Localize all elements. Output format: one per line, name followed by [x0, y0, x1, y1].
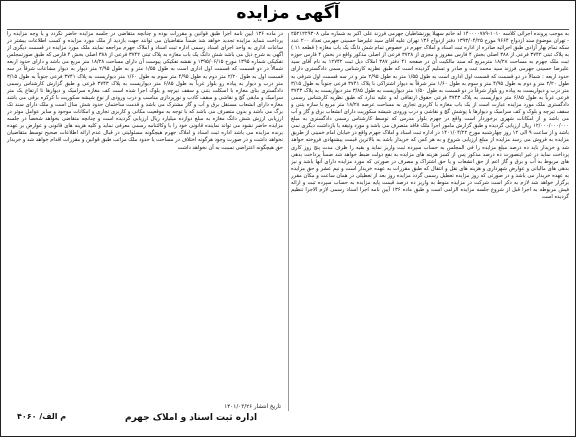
- notice-body-right-column: به موجب پرونده اجرائی کلاسه ۱۰۱۰-۱۴۰۰۰۰۷۸۹ له خانم سهیلا پورنشاطیان جهرمی فرزند علی اکبر به شماره ملی ۲۵۲۱۲۲۹۳۰۸ - تهران موضوع سند ازدواج ۹۶۶۴ مورخ ۱۳۹۳/۰۴/۲۵ دفتر ازدواج ۱۳۶ تهران علیه آقای سید علیرضا حسینی جهرمی تعداد ۲۰۰ عدد سکه تمام بهار آزادی طبق اجرائیه صادره از اداره ثبت اسناد و املاک جهرم در خصوص تمام شش دانگ یک باب مغازه ( قطعه ۱۱ ) به پلاک ثبتی ۳۷۴۲ فرعی از ۳۸۸ اصلی بخش ۴ فارس مفروز و مجزی از ۳۷۲۸ فرعی از اصلی مذکور واقع در بخش ۴ فارس حوزه ثبت ملک جهرم به مساحت ۱۸/۲۸ مترمربع که سند مالکیت آن در صفحه ۴۱ دفتر ۳۸۷ املاک ذیل ثبت ۱۲۷۴۲ به نام آقای سید علیرضا حسینی جهرمی فرزند سید محمد ثبت و صادر و تسلیم گردیده است که طبق نظریه کارشناس رسمی دادگستری دارای حدود اربعه : شمالاً در دو قسمت که قسمت اول اداری است به طول ۱/۵۵ متر به طول ۲/۹۵ متر و در سه قسمت اول شرقی به طول ۲/۲۰ متر و دوم به طول ۴/۹۵ متر و سوم به طول ۱/۶۰ متر شرقاً به دیوار اشتراکی با پلاک ۳۷۴۱ فرعی جنوباً به طول ۳/۱۵ متر درب و دیواریست به پیاده رو بلوار شرقاً در دو قسمت به طول ۱/۵۰ متر دیواریست به طول ۳/۸۵ متر دیواریست به پلاک ۳۷۴۳ فرعی غرباً به طول ۶/۸۵ متر دیواریست به پلاک ۳۷۴۳ فرعی حقوق ارتفاقی له و علیه ندارد که طبق نظریه کارشناس رسمی دادگستری ملک مورد مزایده عبارت است از یک باب مغازه با کاربری تجاری به مساحت عرصه ۱۸/۲۸ متر مربع با سازه بتنی و سقف تیرچه و بلوک و کف سرامیک و دیوارها با پوشش گچ و نقاشی و درب ورودی شیشه سکوریت دارای انشعاب برق و گاز و آب می باشد و از امکانات شهری برخوردار است واقع در جهرم بلوار مدرس که توسط کارشناس رسمی دادگستری به مبلغ ۱۲/۰۰۰/۰۰۰/۰۰۰ ریال ارزیابی گردیده و طبق گزارش مامور اجرا ملک فاقد متصرف می باشد و مورد وثیقه یا بازداشت دیگری نمی باشد و از ساعت ۹ الی ۱۲ روز چهارشنبه مورخ ۱۴۰۱/۰۴/۲۲ در اداره ثبت اسناد و املاک جهرم واقع در خیابان امام خمینی از طریق مزایده به فروش می رسد مزایده از مبلغ ارزیابی شروع و به هر کس که خریدار باشد به بالاترین قیمت پیشنهادی فروخته خواهد شد و خریدار باید ده درصد مبلغ مزایده را فی المجلس به حساب سپرده ثبت واریز نماید و بقیه را ظرف مدت پنج روز کاری پرداخت نماید در غیر اینصورت ده درصد مذکور پس از کسر هزینه های مزایده به نفع دولت ضبط خواهد شد ضمناً پرداخت بدهی های مربوط به آب و برق و گاز اعم از حق انشعاب و یا حق اشتراک و مصرف در صورتی که مورد مزایده دارای آنها باشد و نیز بدهی های مالیاتی و عوارض شهرداری و هزینه های نقل و انتقال که طبق مقررات به عهده خریدار است و نیم عشر و حق مزایده به عهده خریدار می باشد و در صورتی که روز مزایده تعطیل رسمی گردد مزایده روز بعد از تعطیلی در همان ساعت و مکان مقرر برگزار خواهد شد لازم به ذکر است شرکت در مزایده منوط به واریز ده درصد قیمت پایه مزایده به حساب سپرده ثبت و ارائه فیش مربوطه به اجرا قبل از شروع جلسه مزایده الزامی است و طبق ماده ۱۳۶ آیین نامه اجرا اسناد رسمی لازم الاجرا تنظیم گردیده است: [291, 31, 569, 201]
- notice-body-left-column: در ماده ۱۳۶ آیین نامه اجرا طبق قوانین و مقررات بوده و چنانچه متقاضی در جلسه مزایده حاضر نگردد و یا وجه مزایده را پرداخت ننماید مزایده تجدید خواهد شد ضمناً متقاضیان می توانند جهت بازدید از ملک مورد مزایده و کسب اطلاعات بیشتر در ساعات اداری به واحد اجرای اسناد رسمی اداره ثبت اسناد و املاک جهرم مراجعه نمایند ملک مورد مزایده در قسمت دیگری از آگهی به شرح ذیل می باشد شش دانگ یک باب مغازه به پلاک ثبتی ۳۷۴۲ فرعی از ۳۸۸ اصلی بخش ۴ فارس که طبق صورتمجلس تفکیکی شماره ۱۳۹۵ مورخ ۱۳۹۵/۰۶/۱۵ و نقشه تفکیکی پیوست آن دارای مساحت ۱۸/۲۸ متر مربع می باشد و دارای حدود اربعه شمالاً در دو قسمت که قسمت اول اداری است به طول ۱/۵۵ متر و به طول ۲/۹۵ متر دیوار به دیوار مشاعات شرقاً در سه قسمت اول به طول ۲/۲۰ متر دوم به طول ۴/۹۵ متر سوم به طول ۱/۶۰ متر دیواریست به پلاک ۳۷۴۱ فرعی جنوباً به طول ۳/۱۵ متر درب و دیوار به پیاده رو بلوار غرباً به طول ۶/۸۵ متر دیواریست به پلاک ۳۷۴۳ فرعی و طبق گزارش کارشناس رسمی دادگستری بنای مغازه با اسکلت بتنی و سقف تیرچه و بلوک اجرا شده است کف مغازه سرامیک و دیوارها تا ارتفاع یک متر سرامیک و مابقی گچ و نقاشی و سقف کاذب و نورپردازی مناسب و درب ورودی از نوع شیشه سکوریت با کرکره برقی می باشد مغازه دارای انشعاب مستقل برق و آب و گاز مشترک می باشد و قدمت ساختمان حدود شش سال است و ملک دارای سند تک برگ می باشد و بدون متصرف می باشد که با توجه به موقعیت مکانی و کاربری تجاری و امکانات موجود و سایر عوامل موثر در ارزیابی ارزش شش دانگ مغازه به مبلغ دوازده میلیارد ریال ارزیابی گردیده است و چنانچه متقاضی بخواهد شخصاً در جلسه مزایده حاضر نشود می تواند نماینده قانونی خود را با وکالتنامه رسمی معرفی نماید و کلیه هزینه های قانونی و عوارض بر عهده برنده مزایده می باشد اداره ثبت اسناد و املاک جهرم هیچگونه مسئولیتی در قبال عدم ارائه اطلاعات صحیح توسط متقاضیان نخواهد داشت و در صورت وجود هرگونه اختلاف در مساحت یا حدود ملک مراتب طبق قوانین و مقررات اقدام خواهد شد و خریدار حق هیچگونه اعتراضی نسبت به آن نخواهد داشت: [7, 31, 283, 151]
- notice-title: آگهی مزایده: [236, 3, 340, 23]
- notice-code: ۴۰۶۰ /م الف: [17, 412, 67, 421]
- publish-date: تاریخ انتشار ۱۴۰۱/۰۳/۲۶: [224, 404, 281, 410]
- column-divider: [288, 33, 289, 411]
- title-divider: [7, 29, 569, 30]
- issuing-organization: اداره ثبت اسناد و املاک جهرم: [124, 413, 258, 423]
